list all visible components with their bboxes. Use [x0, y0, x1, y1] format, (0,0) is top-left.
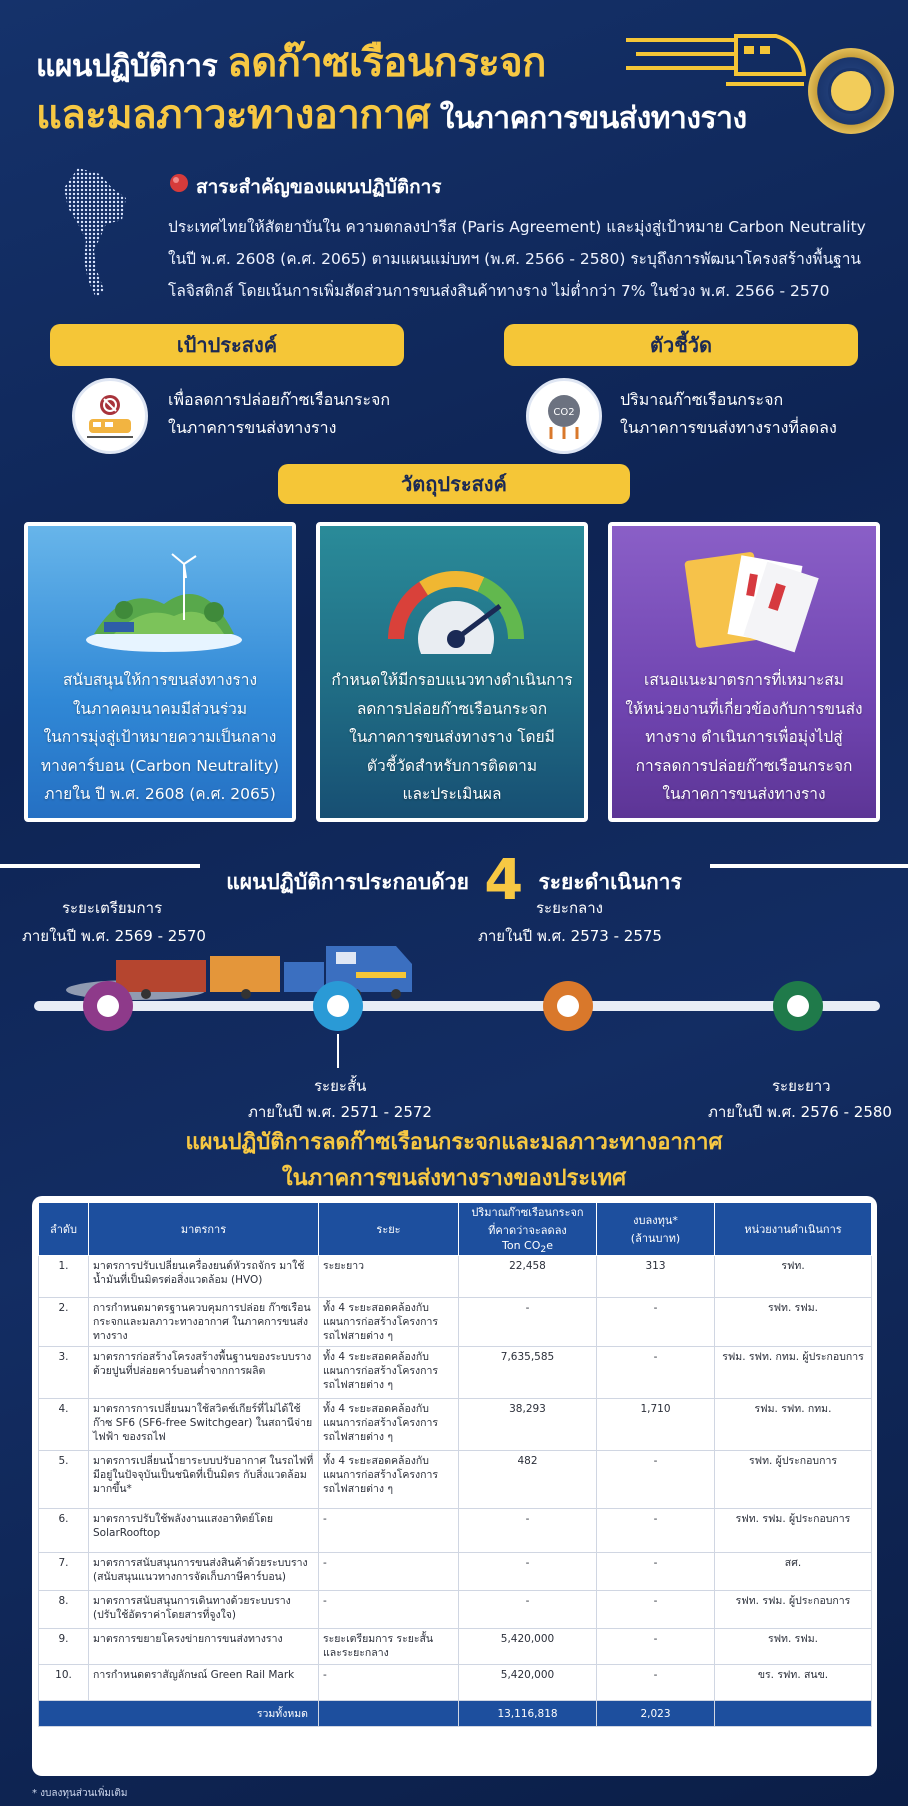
ghg-header-line: ปริมาณก๊าซเรือนกระจก: [471, 1206, 584, 1219]
ghg-header-suffix: e: [546, 1239, 553, 1252]
phase-node: [83, 981, 133, 1031]
objective-line: ภายใน ปี พ.ศ. 2608 (ค.ศ. 2065): [44, 785, 276, 803]
essence-line: ในปี พ.ศ. 2608 (ค.ศ. 2065) ตามแผนแม่บทฯ (พ.ศ. 2566 - 2580) ระบุถึงการพัฒนาโครงสร้างพื้นฐาน: [168, 250, 862, 268]
cell-no: 8.: [39, 1591, 89, 1629]
green-landscape-icon: [84, 544, 244, 654]
phases-title-suffix: ระยะดำเนินการ: [538, 870, 682, 894]
train-icon: [626, 30, 806, 92]
cell-agency: รฟท. รฟม. ผู้ประกอบการ: [715, 1509, 872, 1553]
table-row: [39, 1399, 872, 1451]
cell-period: -: [319, 1591, 459, 1629]
total-label: รวมทั้งหมด: [39, 1701, 319, 1727]
essence-line: โลจิสติกส์ โดยเน้นการเพิ่มสัดส่วนการขนส่งสินค้าทางราง ไม่ต่ำกว่า 7% ในช่วง พ.ศ. 2566 - 2570: [168, 282, 830, 300]
cell-ghg: 5,420,000: [459, 1629, 597, 1665]
col-header-no: ลำดับ: [39, 1203, 89, 1256]
essence-title: สาระสำคัญของแผนปฏิบัติการ: [196, 176, 442, 198]
objective-line: กำหนดให้มีกรอบแนวทางดำเนินการ: [331, 671, 573, 689]
cell-measure: การกำหนดตราสัญลักษณ์ Green Rail Mark: [89, 1665, 319, 1701]
footnote: * งบลงทุนส่วนเพิ่มเติม: [32, 1788, 128, 1799]
objective-line: ตัวชี้วัดสำหรับการติดตาม: [366, 756, 538, 775]
phase-name: ระยะเตรียมการ: [62, 899, 163, 917]
co2-icon: [526, 378, 602, 454]
cell-period: ทั้ง 4 ระยะสอดคล้องกับ แผนการก่อสร้างโครงการ รถไฟสายต่าง ๆ: [319, 1451, 459, 1509]
timeline-bar: [34, 1001, 880, 1011]
cell-agency: รฟม. รฟท. กทม. ผู้ประกอบการ: [715, 1347, 872, 1399]
total-agency: [715, 1701, 872, 1727]
cell-period: -: [319, 1665, 459, 1701]
cell-agency: รฟท. รฟม.: [715, 1298, 872, 1347]
cell-budget: -: [597, 1451, 715, 1509]
phases-title-prefix: แผนปฏิบัติการประกอบด้วย: [226, 870, 469, 894]
cell-budget: 313: [597, 1256, 715, 1298]
objective-card: [608, 522, 880, 822]
thailand-map-icon: [60, 168, 130, 300]
indicator-label: ตัวชี้วัด: [504, 324, 858, 366]
cell-budget: -: [597, 1665, 715, 1701]
table-total-row: [39, 1701, 872, 1727]
phase-node: [313, 981, 363, 1031]
cell-measure: มาตรการสนับสนุนการขนส่งสินค้าด้วยระบบราง (สนับสนุนแนวทางการจัดเก็บภาษีคาร์บอน): [89, 1553, 319, 1591]
objective-line: ในภาคคมนาคมมีส่วนร่วม: [72, 699, 248, 718]
cell-budget: -: [597, 1553, 715, 1591]
total-ghg: 13,116,818: [459, 1701, 597, 1727]
cell-ghg: 5,420,000: [459, 1665, 597, 1701]
objective-line: ให้หน่วยงานที่เกี่ยวข้องกับการขนส่ง: [625, 699, 863, 718]
plan-title: แผนปฏิบัติการลดก๊าซเรือนกระจกและมลภาวะทางอากาศ: [185, 1130, 723, 1155]
cell-measure: มาตรการปรับเปลี่ยนเครื่องยนต์หัวรถจักร มาใช้น้ำมันที่เป็นมิตรต่อสิ่งแวดล้อม (HVO): [89, 1256, 319, 1298]
cell-ghg: 7,635,585: [459, 1347, 597, 1399]
ghg-header-unit: Ton CO: [502, 1239, 541, 1252]
cell-agency: รฟท. รฟม.: [715, 1629, 872, 1665]
col-header-agency: หน่วยงานดำเนินการ: [715, 1203, 872, 1256]
cell-no: 5.: [39, 1451, 89, 1509]
train-emission-icon: [72, 378, 148, 454]
cell-budget: -: [597, 1509, 715, 1553]
cell-agency: รฟม. รฟท. กทม.: [715, 1399, 872, 1451]
objective-line: สนับสนุนให้การขนส่งทางราง: [62, 671, 258, 689]
cell-period: ทั้ง 4 ระยะสอดคล้องกับ แผนการก่อสร้างโครงการ รถไฟสายต่าง ๆ: [319, 1399, 459, 1451]
goal-line: ในภาคการขนส่งทางราง: [168, 418, 337, 437]
ghg-header-line: ที่คาดว่าจะลดลง: [488, 1224, 567, 1237]
cell-measure: มาตรการก่อสร้างโครงสร้างพื้นฐานของระบบราง ด้วยปูนที่ปล่อยคาร์บอนต่ำจากการผลิต: [89, 1347, 319, 1399]
objective-line: ในการมุ่งสู่เป้าหมายความเป็นกลาง: [43, 728, 277, 746]
cell-budget: -: [597, 1591, 715, 1629]
cell-budget: -: [597, 1347, 715, 1399]
gauge-icon: [376, 544, 536, 654]
table-row: [39, 1629, 872, 1665]
total-period: [319, 1701, 459, 1727]
title-highlight-2: และมลภาวะทางอากาศ: [36, 92, 430, 138]
measures-table: [32, 1196, 877, 1776]
phase-years: ภายในปี พ.ศ. 2569 - 2570: [22, 927, 206, 945]
objective-line: ทางราง ดำเนินการเพื่อมุ่งไปสู่: [645, 728, 843, 746]
co2-label: CO2: [553, 407, 575, 418]
plan-subtitle: ในภาคการขนส่งทางรางของประเทศ: [281, 1166, 627, 1191]
cell-no: 3.: [39, 1347, 89, 1399]
cell-measure: มาตรการการเปลี่ยนมาใช้สวิตช์เกียร์ที่ไม่ได้ใช้ก๊าซ SF6 (SF6-free Switchgear) ในสถานีจ่ายไฟฟ้า ของรถไฟ: [89, 1399, 319, 1451]
cell-no: 10.: [39, 1665, 89, 1701]
table-row: [39, 1591, 872, 1629]
cell-budget: -: [597, 1298, 715, 1347]
objective-line: ลดการปล่อยก๊าซเรือนกระจก: [356, 699, 548, 718]
col-header-budget: [597, 1203, 715, 1256]
objectives-label: วัตถุประสงค์: [278, 464, 630, 504]
objective-line: ในภาคการขนส่งทางราง: [662, 785, 826, 803]
cell-period: ทั้ง 4 ระยะสอดคล้องกับ แผนการก่อสร้างโครงการ รถไฟสายต่าง ๆ: [319, 1298, 459, 1347]
table-row: [39, 1553, 872, 1591]
cell-period: ระยะยาว: [319, 1256, 459, 1298]
cell-agency: รฟท. ผู้ประกอบการ: [715, 1451, 872, 1509]
phase-node: [543, 981, 593, 1031]
cell-period: -: [319, 1509, 459, 1553]
goal-text: [168, 386, 390, 442]
cell-measure: มาตรการเปลี่ยนน้ำยาระบบปรับอากาศ ในรถไฟที่มีอยู่ในปัจจุบันเป็นชนิดที่เป็นมิตร กับสิ่งแวดล้อมมากขึ้น*: [89, 1451, 319, 1509]
col-header-ghg: [459, 1203, 597, 1256]
cell-measure: มาตรการสนับสนุนการเดินทางด้วยระบบราง (ปรับใช้อัตราค่าโดยสารที่จูงใจ): [89, 1591, 319, 1629]
title-prefix: แผนปฏิบัติการ: [36, 49, 218, 84]
pin-icon: [168, 172, 190, 194]
cell-measure: การกำหนดมาตรฐานควบคุมการปล่อย ก๊าซเรือนกระจกและมลภาวะทางอากาศ ในภาคการขนส่งทางราง: [89, 1298, 319, 1347]
phase-years: ภายในปี พ.ศ. 2573 - 2575: [478, 927, 662, 945]
table-row: [39, 1451, 872, 1509]
cell-budget: 1,710: [597, 1399, 715, 1451]
cell-no: 6.: [39, 1509, 89, 1553]
cell-no: 1.: [39, 1256, 89, 1298]
phase-name: ระยะยาว: [772, 1077, 831, 1095]
title-suffix: ในภาคการขนส่งทางราง: [439, 101, 747, 136]
indicator-text: [620, 386, 837, 442]
indicator-line: ในภาคการขนส่งทางรางที่ลดลง: [620, 418, 837, 437]
connector: [337, 1034, 339, 1068]
table-row: [39, 1665, 872, 1701]
cell-agency: รฟท. รฟม. ผู้ประกอบการ: [715, 1591, 872, 1629]
objective-line: การลดการปล่อยก๊าซเรือนกระจก: [635, 756, 853, 775]
table-row: [39, 1347, 872, 1399]
objective-line: และประเมินผล: [402, 785, 502, 803]
cell-ghg: 482: [459, 1451, 597, 1509]
cell-no: 9.: [39, 1629, 89, 1665]
cell-measure: มาตรการขยายโครงข่ายการขนส่งทางราง: [89, 1629, 319, 1665]
cell-ghg: -: [459, 1591, 597, 1629]
emblem-logo: [808, 48, 894, 134]
cell-period: ทั้ง 4 ระยะสอดคล้องกับ แผนการก่อสร้างโครงการ รถไฟสายต่าง ๆ: [319, 1347, 459, 1399]
cell-no: 4.: [39, 1399, 89, 1451]
table-row: [39, 1298, 872, 1347]
documents-icon: [668, 544, 828, 654]
phase-name: ระยะกลาง: [536, 899, 603, 917]
cell-period: -: [319, 1553, 459, 1591]
goal-line: เพื่อลดการปล่อยก๊าซเรือนกระจก: [168, 390, 391, 409]
budget-header-line: งบลงทุน*: [633, 1214, 678, 1228]
cell-agency: รฟท.: [715, 1256, 872, 1298]
phase-name: ระยะสั้น: [314, 1077, 367, 1095]
objective-card: [316, 522, 588, 822]
indicator-line: ปริมาณก๊าซเรือนกระจก: [620, 390, 784, 409]
phases-count: 4: [484, 848, 524, 913]
goal-label: เป้าประสงค์: [50, 324, 404, 366]
cell-ghg: -: [459, 1509, 597, 1553]
objective-line: ทางคาร์บอน (Carbon Neutrality): [40, 756, 280, 775]
cell-ghg: 22,458: [459, 1256, 597, 1298]
table-row: [39, 1256, 872, 1298]
budget-header-line: (ล้านบาท): [630, 1232, 681, 1246]
phase-years: ภายในปี พ.ศ. 2576 - 2580: [708, 1103, 892, 1121]
objective-line: ในภาคการขนส่งทางราง โดยมี: [349, 728, 555, 746]
total-budget: 2,023: [597, 1701, 715, 1727]
cell-ghg: -: [459, 1298, 597, 1347]
cell-ghg: -: [459, 1553, 597, 1591]
cell-agency: สศ.: [715, 1553, 872, 1591]
table-row: [39, 1509, 872, 1553]
cell-measure: มาตรการปรับใช้พลังงานแสงอาทิตย์โดย SolarRooftop: [89, 1509, 319, 1553]
col-header-period: ระยะ: [319, 1203, 459, 1256]
objective-line: เสนอแนะมาตรการที่เหมาะสม: [644, 671, 844, 689]
title-highlight-1: ลดก๊าซเรือนกระจก: [227, 40, 546, 86]
ghg-header-sub: 2: [540, 1244, 547, 1256]
cell-agency: ขร. รฟท. สนข.: [715, 1665, 872, 1701]
phase-node: [773, 981, 823, 1031]
phase-years: ภายในปี พ.ศ. 2571 - 2572: [248, 1103, 432, 1121]
table-header-row: [39, 1203, 872, 1256]
cell-budget: -: [597, 1629, 715, 1665]
objective-card: [24, 522, 296, 822]
col-header-measure: มาตรการ: [89, 1203, 319, 1256]
cell-period: ระยะเตรียมการ ระยะสั้น และระยะกลาง: [319, 1629, 459, 1665]
cell-no: 7.: [39, 1553, 89, 1591]
essence-line: ประเทศไทยให้สัตยาบันใน ความตกลงปารีส (Paris Agreement) และมุ่งสู่เป้าหมาย Carbon Neutrality: [168, 218, 866, 236]
cell-ghg: 38,293: [459, 1399, 597, 1451]
cell-no: 2.: [39, 1298, 89, 1347]
